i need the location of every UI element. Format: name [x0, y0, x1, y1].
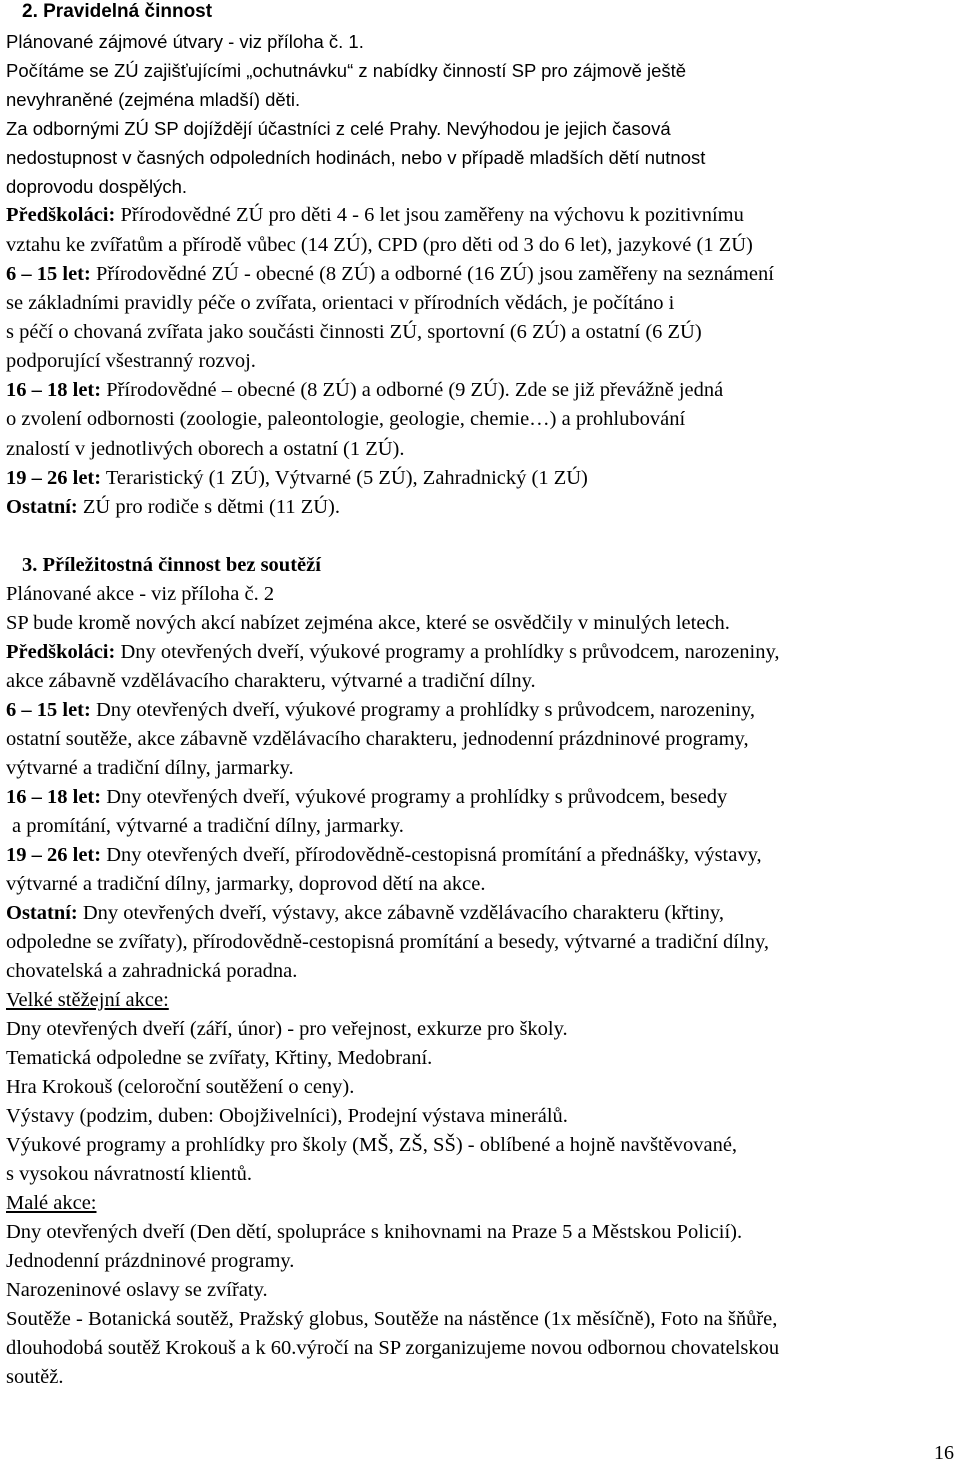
s2-preschool-label: Předškoláci:: [6, 204, 116, 226]
s2-line: doprovodu dospělých.: [6, 176, 188, 197]
big-event-item: s vysokou návratností klientů.: [6, 1163, 252, 1185]
s3-age-6-15-label: 6 – 15 let:: [6, 699, 91, 721]
s3-line: SP bude kromě nových akcí nabízet zejména akce, které se osvědčily v minulých letech.: [6, 612, 730, 634]
small-events-title: Malé akce:: [6, 1192, 97, 1214]
s2-line: Počítáme se ZÚ zajišťujícími „ochutnávku“ z nabídky činností SP pro zájmově ještě: [6, 60, 687, 81]
s3-preschool-line: Předškoláci: Dny otevřených dveří, výukové programy a prohlídky s průvodcem, narozeniny,: [6, 641, 780, 663]
s2-line: podporující všestranný rozvoj.: [6, 350, 256, 372]
s3-other-label: Ostatní:: [6, 902, 78, 924]
s2-line: Za odbornými ZÚ SP dojíždějí účastníci z celé Prahy. Nevýhodou je jejich časová: [6, 118, 671, 139]
s3-line: výtvarné a tradiční dílny, jarmarky.: [6, 757, 294, 779]
s3-line: odpoledne se zvířaty), přírodovědně-cestopisná promítání a besedy, výtvarné a tradiční dílny,: [6, 931, 769, 953]
s3-line: ostatní soutěže, akce zábavně vzdělávacího charakteru, jednodenní prázdninové programy,: [6, 728, 749, 750]
s2-other-line: Ostatní: ZÚ pro rodiče s dětmi (11 ZÚ).: [6, 496, 341, 518]
s3-age-16-18-line: 16 – 18 let: Dny otevřených dveří, výukové programy a prohlídky s průvodcem, besedy: [6, 786, 728, 808]
s3-line: Plánované akce - viz příloha č. 2: [6, 583, 275, 605]
s3-preschool-label: Předškoláci:: [6, 641, 116, 663]
section-2-heading: 2. Pravidelná činnost: [22, 1, 213, 22]
big-event-item: Hra Krokouš (celoroční soutěžení o ceny).: [6, 1076, 355, 1098]
big-events-title: Velké stěžejní akce:: [6, 989, 169, 1011]
s3-line: a promítání, výtvarné a tradiční dílny, jarmarky.: [12, 815, 404, 837]
s2-age-6-15-line: 6 – 15 let: Přírodovědné ZÚ - obecné (8 ZÚ) a odborné (16 ZÚ) jsou zaměřeny na seznámení: [6, 263, 774, 285]
s3-age-19-26-label: 19 – 26 let:: [6, 844, 102, 866]
small-event-item: soutěž.: [6, 1366, 64, 1388]
s3-line: výtvarné a tradiční dílny, jarmarky, doprovod dětí na akce.: [6, 873, 486, 895]
s2-line: se základními pravidly péče o zvířata, orientaci v přírodních vědách, je počítáno i: [6, 292, 675, 314]
s2-line: nevyhraněné (zejména mladší) děti.: [6, 89, 301, 110]
small-event-item: dlouhodobá soutěž Krokouš a k 60.výročí na SP zorganizujeme novou odbornou chovatelskou: [6, 1337, 780, 1359]
s3-line: chovatelská a zahradnická poradna.: [6, 960, 298, 982]
s3-age-6-15-line: 6 – 15 let: Dny otevřených dveří, výukové programy a prohlídky s průvodcem, narozeniny,: [6, 699, 755, 721]
s2-age-16-18-line: 16 – 18 let: Přírodovědné – obecné (8 ZÚ) a odborné (9 ZÚ). Zde se již převážně jedná: [6, 379, 724, 401]
big-event-item: Výstavy (podzim, duben: Obojživelníci), Prodejní výstava minerálů.: [6, 1105, 568, 1127]
s2-line: vztahu ke zvířatům a přírodě vůbec (14 ZÚ), CPD (pro děti od 3 do 6 let), jazykové (1 ZÚ): [6, 234, 753, 256]
s2-age-19-26-label: 19 – 26 let:: [6, 467, 102, 489]
s2-age-16-18-label: 16 – 18 let:: [6, 379, 102, 401]
small-event-item: Dny otevřených dveří (Den dětí, spolupráce s knihovnami na Praze 5 a Městskou Policií).: [6, 1221, 743, 1243]
section-3-heading: 3. Příležitostná činnost bez soutěží: [22, 554, 321, 576]
big-event-item: Tematická odpoledne se zvířaty, Křtiny, Medobraní.: [6, 1047, 433, 1069]
s2-age-6-15-label: 6 – 15 let:: [6, 263, 91, 285]
page-number: 16: [934, 1442, 954, 1464]
s3-age-19-26-line: 19 – 26 let: Dny otevřených dveří, přírodovědně-cestopisná promítání a přednášky, výstavy,: [6, 844, 762, 866]
small-event-item: Soutěže - Botanická soutěž, Pražský globus, Soutěže na nástěnce (1x měsíčně), Foto na šňůře,: [6, 1308, 778, 1330]
s2-age-19-26-line: 19 – 26 let: Teraristický (1 ZÚ), Výtvarné (5 ZÚ), Zahradnický (1 ZÚ): [6, 467, 588, 489]
small-event-item: Jednodenní prázdninové programy.: [6, 1250, 295, 1272]
big-event-item: Dny otevřených dveří (září, únor) - pro veřejnost, exkurze pro školy.: [6, 1018, 568, 1040]
s2-line: o zvolení odbornosti (zoologie, paleontologie, geologie, chemie…) a prohlubování: [6, 408, 686, 430]
s2-preschool-line: Předškoláci: Přírodovědné ZÚ pro děti 4 - 6 let jsou zaměřeny na výchovu k pozitivnímu: [6, 204, 744, 226]
s2-line: Plánované zájmové útvary - viz příloha č. 1.: [6, 31, 364, 52]
small-event-item: Narozeninové oslavy se zvířaty.: [6, 1279, 268, 1301]
s3-line: akce zábavně vzdělávacího charakteru, výtvarné a tradiční dílny.: [6, 670, 536, 692]
s2-other-label: Ostatní:: [6, 496, 78, 518]
big-event-item: Výukové programy a prohlídky pro školy (MŠ, ZŠ, SŠ) - oblíbené a hojně navštěvované,: [6, 1134, 738, 1156]
s3-other-line: Ostatní: Dny otevřených dveří, výstavy, akce zábavně vzdělávacího charakteru (křtiny,: [6, 902, 724, 924]
s2-line: nedostupnost v časných odpoledních hodinách, nebo v případě mladších dětí nutnost: [6, 147, 706, 168]
s2-line: znalostí v jednotlivých oborech a ostatní (1 ZÚ).: [6, 438, 405, 460]
s3-age-16-18-label: 16 – 18 let:: [6, 786, 102, 808]
s2-line: s péčí o chovaná zvířata jako součásti činnosti ZÚ, sportovní (6 ZÚ) a ostatní (6 ZÚ): [6, 321, 702, 343]
